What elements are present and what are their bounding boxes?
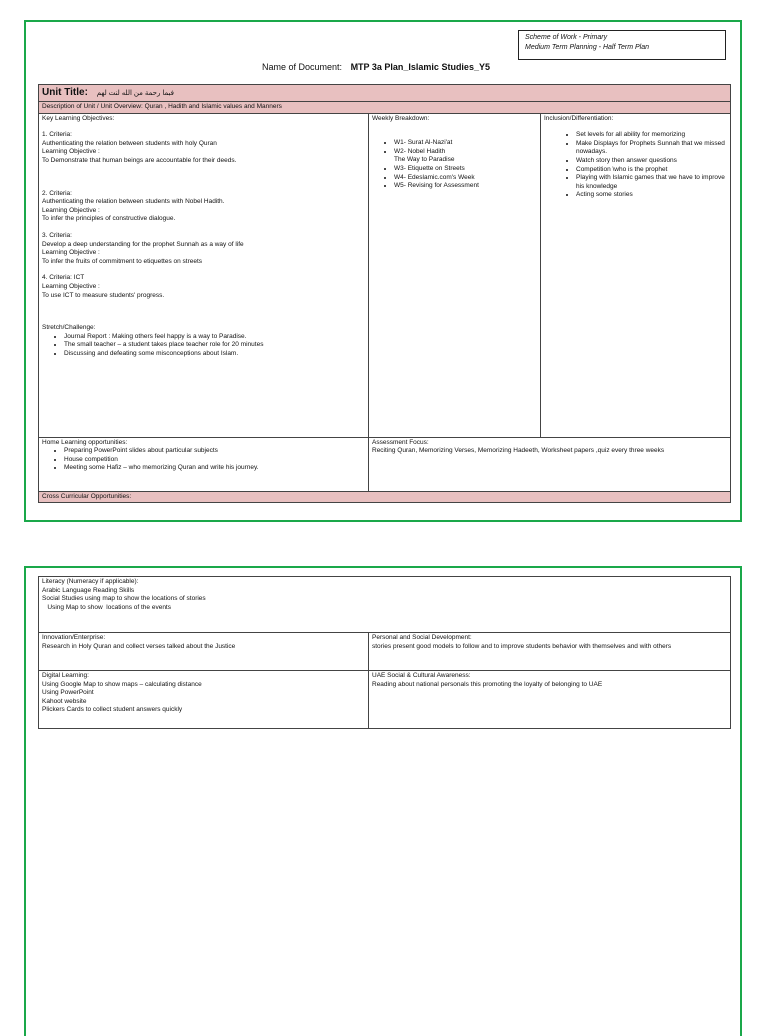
criteria-4-lo-text: To use ICT to measure students' progress. — [42, 291, 165, 299]
home-learning-item: • Preparing PowerPoint slides about particular subjects — [64, 447, 365, 456]
digital-learning-line: Kahoot website — [42, 697, 87, 705]
criteria-1-lo-text: To Demonstrate that human beings are accountable for their deeds. — [42, 156, 237, 164]
criteria-3-text: Develop a deep understanding for the prophet Sunnah as a way of life — [42, 240, 244, 248]
scheme-box — [518, 30, 726, 60]
personal-social-cell — [369, 633, 731, 671]
inclusion-list — [544, 131, 727, 200]
document-name-value: MTP 3a Plan_Islamic Studies_Y5 — [350, 62, 490, 72]
innovation-cell — [39, 633, 369, 671]
assessment-cell — [369, 437, 731, 491]
home-learning-list — [42, 447, 365, 473]
home-learning-item: • House competition — [64, 456, 365, 465]
digital-learning-line: Using PowerPoint — [42, 689, 94, 697]
key-objectives-heading: Key Learning Objectives: — [42, 114, 115, 122]
digital-learning-line: Using Google Map to show maps – calculating distance — [42, 680, 202, 688]
criteria-1-lo-label: Learning Objective : — [42, 148, 100, 156]
document-name-label: Name of Document: — [262, 62, 343, 72]
document-name — [262, 62, 490, 72]
weekly-item: • W5- Revising for Assessment — [394, 182, 537, 191]
inclusion-item: • Make Displays for Prophets Sunnah that we missed nowadays. — [576, 140, 727, 157]
document-page-1 — [24, 20, 742, 522]
uae-awareness-cell — [369, 671, 731, 729]
criteria-3-lo-label: Learning Objective : — [42, 249, 100, 257]
criteria-1-title: 1. Criteria: — [42, 131, 72, 139]
criteria-3-title: 3. Criteria: — [42, 231, 72, 239]
cross-curricular-heading: Cross Curricular Opportunities: — [39, 491, 731, 503]
literacy-cell — [39, 577, 731, 633]
criteria-4-title: 4. Criteria: ICT — [42, 274, 85, 282]
weekly-breakdown-heading: Weekly Breakdown: — [372, 114, 430, 122]
weekly-item: • W1- Surat Al-Nazi'at — [394, 139, 537, 148]
unit-title-label: Unit Title: — [42, 87, 88, 98]
document-page-2 — [24, 566, 742, 1036]
digital-learning-line: Plickers Cards to collect student answers quickly — [42, 706, 183, 714]
inclusion-item: • Set levels for all ability for memorizing — [576, 131, 727, 140]
criteria-4-lo-label: Learning Objective : — [42, 282, 100, 290]
stretch-item: • The small teacher – a student takes place teacher role for 20 minutes — [64, 341, 365, 350]
unit-title-arabic: فبما رحمة من الله لنت لهم — [96, 90, 174, 97]
literacy-heading: Literacy (Numeracy if applicable): — [42, 578, 139, 585]
criteria-3-lo-text: To infer the fruits of commitment to etiquettes on streets — [42, 257, 203, 265]
unit-description: Description of Unit / Unit Overview: Quran , Hadith and Islamic values and Manners — [39, 102, 731, 114]
criteria-2-lo-label: Learning Objective : — [42, 206, 100, 214]
criteria-2-lo-text: To infer the principles of constructive dialogue. — [42, 215, 176, 223]
innovation-text: Research in Holy Quran and collect verses talked about the Justice — [42, 642, 236, 650]
criteria-2-title: 2. Criteria: — [42, 189, 72, 197]
digital-learning-heading: Digital Learning: — [42, 672, 89, 679]
plan-table — [38, 84, 731, 503]
criteria-2-text: Authenticating the relation between students with Nobel Hadith. — [42, 198, 225, 206]
key-objectives-cell — [39, 113, 369, 437]
home-learning-cell — [39, 437, 369, 491]
personal-social-text: stories present good models to follow and to improve students behavior with themselves and with others — [372, 642, 672, 650]
literacy-line: Arabic Language Reading Skills — [42, 586, 135, 594]
inclusion-item: • Playing with Islamic games that we have to improve his knowledge — [576, 174, 727, 191]
inclusion-item: • Acting some stories — [576, 191, 727, 200]
weekly-item: • W2- Nobel Hadith The Way to Paradise — [394, 148, 537, 165]
personal-social-heading: Personal and Social Development: — [372, 634, 472, 641]
criteria-1-text: Authenticating the relation between students with holy Quran — [42, 139, 217, 147]
inclusion-heading: Inclusion/Differentiation: — [544, 114, 614, 122]
uae-awareness-text: Reading about national personals this promoting the loyalty of belonging to UAE — [372, 680, 603, 688]
weekly-item: • W3- Etiquette on Streets — [394, 165, 537, 174]
stretch-item: • Discussing and defeating some misconceptions about Islam. — [64, 350, 365, 359]
weekly-list — [372, 139, 537, 191]
opportunities-table — [38, 576, 731, 729]
weekly-breakdown-cell — [369, 113, 541, 437]
scheme-line-2: Medium Term Planning - Half Term Plan — [525, 44, 649, 51]
digital-learning-cell — [39, 671, 369, 729]
stretch-heading: Stretch/Challenge: — [42, 324, 96, 332]
innovation-heading: Innovation/Enterprise: — [42, 634, 106, 641]
weekly-item: • W4- Edeslamic.com's Week — [394, 174, 537, 183]
stretch-list — [42, 333, 365, 359]
stretch-item: • Journal Report : Making others feel happy is a way to Paradise. — [64, 333, 365, 342]
uae-awareness-heading: UAE Social & Cultural Awareness: — [372, 672, 471, 679]
literacy-line: Social Studies using map to show the locations of stories — [42, 595, 206, 603]
home-learning-heading: Home Learning opportunities: — [42, 438, 128, 446]
inclusion-cell — [541, 113, 731, 437]
inclusion-item: • Watch story then answer questions — [576, 157, 727, 166]
literacy-line: Using Map to show locations of the events — [42, 603, 171, 611]
inclusion-item: • Competition \who is the prophet — [576, 166, 727, 175]
assessment-text: Reciting Quran, Memorizing Verses, Memorizing Hadeeth, Worksheet papers ,quiz every three weeks — [372, 447, 665, 455]
unit-title-row — [39, 85, 731, 102]
scheme-line-1: Scheme of Work - Primary — [525, 34, 608, 41]
home-learning-item: • Meeting some Hafiz – who memorizing Quran and write his journey. — [64, 464, 365, 473]
assessment-heading: Assessment Focus: — [372, 438, 429, 446]
